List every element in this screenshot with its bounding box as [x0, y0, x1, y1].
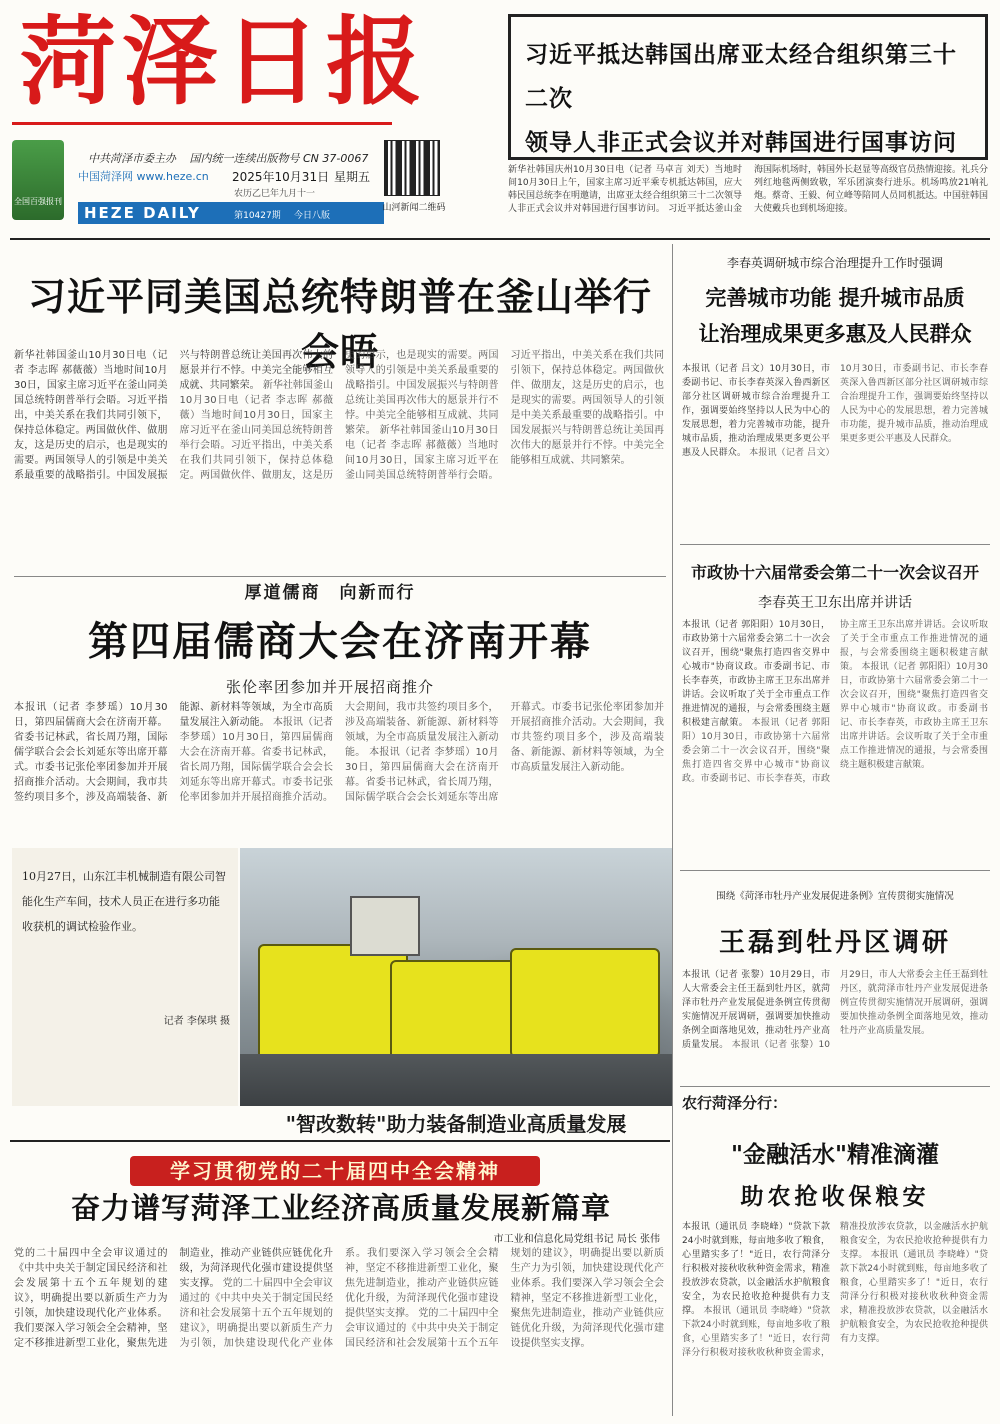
story-industrial-text-cont2: 党的二十届四中全会审议通过的《中共中央关于制定国民经济和社会发展第十五个五年规划的建议》，明确提出要以新质生产力为引领，加快建设现代化产业体系。我们要深入学习领会全会精神，坚定不移推进新型工业化，聚焦先进制造业，推动产业链供应链优化升级，为菏泽现代化强市建设提供坚实支撑。 — [345, 1248, 664, 1349]
story-cppcc — [682, 618, 988, 864]
story-wang-lei-text: 本报讯（记者 张黎）10月29日，市人大常委会主任王磊到牡丹区，就菏泽市牡丹产业发展促进条例宣传贯彻实施情况开展调研，强调要加快推动条例全面落地见效，推动牡丹产业高质量发展。 — [682, 970, 830, 1050]
headline-financial-water[interactable]: "金融活水"精准滴灌 — [731, 1142, 939, 1168]
headline-governance-results[interactable]: 让治理成果更多惠及人民群众 — [698, 322, 972, 346]
story-abc-heze — [682, 1220, 988, 1416]
lead-headline-line1: 习近平抵达韩国出席亚太经合组织第三十二次 — [525, 42, 957, 112]
issue-number: 第10427期 — [234, 211, 281, 221]
headline-xi-trump-meeting[interactable]: 习近平同美国总统特朗普在釜山举行会晤 — [27, 275, 652, 374]
lead-dateline-text: 新华社韩国庆州10月30日电（记者 马卓言 刘天）当地时间10月30日上午，国家主席习近平乘专机抵达韩国，应大韩民国总统李在明邀请，出席亚太经合组织第三十二次领导人非正式会议并对韩国进行国事访问。 — [508, 165, 743, 214]
story-rushang-text-cont: 本报讯（记者 李梦瑶）10月30日，第四届儒商大会在济南开幕。省委书记林武，省长周乃翔，国际儒学联合会会长刘延东等出席开幕式。市委书记张伦率团参加并开展招商推介活动。大会期间，我市共签约项目多个，涉及高端装备、新能源、新材料等领域，为全市高质量发展注入新动能。 — [179, 702, 499, 803]
harvester-1 — [258, 944, 408, 1064]
qr-code[interactable] — [384, 140, 440, 196]
story-xi-trump-text-cont2: 新华社韩国釜山10月30日电（记者 李志晖 郝薇薇）当地时间10月30日，国家主席习近平在釜山同美国总统特朗普举行会晤。习近平指出，中美关系在我们共同引领下，保持总体稳定。两国做伙伴、做朋友，这是历史的启示，也是现实的需要。两国领导人的引领是中美关系最重要的战略指引。中国发展振兴与特朗普总统让美国再次伟大的愿景并行不悖。中美完全能够相互成就、共同繁荣。 — [345, 350, 664, 481]
english-name-bar — [78, 202, 384, 224]
organ-line — [88, 150, 368, 166]
lead-dateline — [508, 164, 988, 220]
photo-caption-box — [12, 848, 238, 1106]
story-xi-trump-text: 新华社韩国釜山10月30日电（记者 李志晖 郝薇薇）当地时间10月30日，国家主席习近平在釜山同美国总统特朗普举行会晤。习近平指出，中美关系在我们共同引领下，保持总体稳定。两国做伙伴、做朋友，这是历史的启示，也是现实的需要。两国领导人的引领是中美关系最重要的战略指引。中国发展振兴与特朗普总统让美国再次伟大的愿景并行不悖。中美完全能够相互成就、共同繁荣。 — [14, 350, 333, 481]
headline-wang-lei[interactable]: 王磊到牡丹区调研 — [718, 928, 951, 958]
story-xi-trump — [14, 348, 664, 574]
masthead-divider — [10, 238, 990, 240]
divider-r3 — [680, 1086, 990, 1087]
newspaper-badge — [12, 140, 64, 220]
story-rushang-text: 本报讯（记者 李梦瑶）10月30日，第四届儒商大会在济南开幕。省委书记林武，省长周乃翔，国际儒学联合会会长刘延东等出席开幕式。市委书记张伦率团参加并开展招商推介活动。大会期间，我市共签约项目多个，涉及高端装备、新能源、新材料等领域，为全市高质量发展注入新动能。 — [14, 702, 333, 803]
story-city-governance-text: 本报讯（记者 吕文）10月30日，市委副书记、市长李春英深入鲁西新区部分社区调研城市综合治理提升工作，强调要始终坚持以人民为中心的发展思想，着力完善城市功能，提升城市品质，推动治理成果更多更公平惠及人民群众。 — [682, 364, 830, 458]
story-rushang-text-cont2: 本报讯（记者 李梦瑶）10月30日，第四届儒商大会在济南开幕。省委书记林武，省长周乃翔，国际儒学联合会会长刘延东等出席开幕式。市委书记张伦率团参加并开展招商推介活动。大会期间，我市共签约项目多个，涉及高端装备、新能源、新材料等领域，为全市高质量发展注入新动能。 — [345, 702, 664, 803]
subhead-cppcc: 李春英王卫东出席并讲话 — [758, 595, 912, 611]
website[interactable]: 中国菏泽网 www.heze.cn — [78, 170, 209, 183]
story-cppcc-text: 本报讯（记者 郭阳阳）10月30日，市政协第十六届常委会第二十一次会议召开，围绕"聚焦打造四省交界中心城市"协商议政。市委副书记、市长李春英，市政协主席王卫东出席并讲话。会议听取了关于全市重点工作推进情况的通报，与会常委围绕主题积极建言献策。 — [682, 620, 830, 728]
qr-caption: 山河新闻二维码 — [382, 203, 446, 213]
story-cppcc-cont2: 本报讯（记者 郭阳阳）10月30日，市政协第十六届常委会第二十一次会议召开，围绕"聚焦打造四省交界中心城市"协商议政。市委副书记、市长李春英，市政协主席王卫东出席并讲话。会议听取了关于全市重点工作推进情况的通报，与会常委围绕主题积极建言献策。 — [840, 662, 988, 770]
story-industrial — [14, 1246, 664, 1416]
photo-credit: 记者 李保琪 摄 — [163, 1016, 230, 1027]
lunar-date: 农历乙巳年九月十一 — [234, 189, 316, 199]
issue-date: 2025年10月31日 — [232, 170, 330, 184]
headline-industrial-economy[interactable]: 奋力谱写菏泽工业经济高质量发展新篇章 — [70, 1191, 611, 1225]
story-industrial-text-cont: 党的二十届四中全会审议通过的《中共中央关于制定国民经济和社会发展第十五个五年规划的建议》，明确提出要以新质生产力为引领，加快建设现代化产业体系。我们要深入学习领会全会精神，坚定不移推进新型工业化，聚焦先进制造业，推动产业链供应链优化升级，为菏泽现代化强市建设提供坚实支撑。 — [179, 1248, 499, 1349]
photo-caption: 10月27日，山东江丰机械制造有限公司智能化生产车间，技术人员正在进行多功能收获机的调试检验作业。 — [22, 870, 226, 933]
story-rushang — [14, 700, 664, 840]
subhead-rushang: 张伦率团参加并开展招商推介 — [225, 678, 434, 696]
story-city-governance — [682, 362, 988, 540]
story-industrial-text: 党的二十届四中全会审议通过的《中共中央关于制定国民经济和社会发展第十五个五年规划的建议》，明确提出要以新质生产力为引领，加快建设现代化产业体系。我们要深入学习领会全会精神，坚定不移推进新型工业化，聚焦先进制造业，推动产业链供应链优化升级，为菏泽现代化强市建设提供坚实支撑。 — [14, 1248, 333, 1349]
kicker-rushang: 厚道儒商 向新而行 — [244, 583, 416, 603]
divider-2 — [10, 1140, 670, 1142]
story-xi-trump-text-cont: 新华社韩国釜山10月30日电（记者 李志晖 郝薇薇）当地时间10月30日，国家主席习近平在釜山同美国总统特朗普举行会晤。习近平指出，中美关系在我们共同引领下，保持总体稳定。两国做伙伴、做朋友，这是历史的启示，也是现实的需要。两国领导人的引领是中美关系最重要的战略指引。中国发展振兴与特朗普总统让美国再次伟大的愿景并行不悖。中美完全能够相互成就、共同繁荣。 — [179, 350, 499, 481]
story-city-governance-cont: 本报讯（记者 吕文）10月30日，市委副书记、市长李春英深入鲁西新区部分社区调研城市综合治理提升工作，强调要始终坚持以人民为中心的发展思想，着力完善城市功能，提升城市品质，推动治理成果更多更公平惠及人民群众。 — [749, 364, 988, 458]
story-abc-heze-cont: 本报讯（通讯员 李晓峰）"贷款下款24小时就到账，每亩地多收了粮食，心里踏实多了！"近日，农行菏泽分行积极对接秋收秋种资金需求，精准投放涉农贷款，以金融活水护航粮食安全，为农民抢收抢种提供有力支撑。 — [682, 1222, 988, 1358]
column-divider — [672, 244, 673, 1416]
divider-r1 — [680, 544, 990, 545]
masthead-info — [12, 122, 392, 240]
harvester-cab — [350, 896, 420, 956]
harvester-3 — [510, 948, 660, 1058]
kicker-city-governance: 李春英调研城市综合治理提升工作时强调 — [726, 256, 943, 270]
kicker-abc-heze: 农行菏泽分行： — [682, 1094, 788, 1112]
ribbon-plenum: 学习贯彻党的二十届四中全会精神 — [130, 1156, 540, 1186]
divider-1 — [14, 576, 666, 577]
badge-text: 全国百强报刊 — [14, 197, 62, 206]
story-abc-heze-text: 本报讯（通讯员 李晓峰）"贷款下款24小时就到账，每亩地多收了粮食，心里踏实多了！"近日，农行菏泽分行积极对接秋收秋种资金需求，精准投放涉农贷款，以金融活水护航粮食安全，为农民抢收抢种提供有力支撑。 — [682, 1222, 830, 1316]
headline-city-function[interactable]: 完善城市功能 提升城市品质 — [705, 286, 965, 310]
factory-photo[interactable] — [240, 848, 672, 1106]
headline-rushang-conference[interactable]: 第四届儒商大会在济南开幕 — [88, 619, 592, 665]
lead-dateline-text-2: 习近平抵达釜山金海国际机场时，韩国外长赵显等高级官员热情迎接。礼兵分列红地毯两侧致敬，军乐团演奏行进乐。机场鸣放21响礼炮。蔡奇、王毅、何立峰等陪同人员同机抵达。中国驻韩国大使戴兵也到机场迎接。 — [668, 165, 988, 214]
kicker-peony-regulation: 围绕《菏泽市牡丹产业发展促进条例》宣传贯彻实施情况 — [716, 891, 954, 902]
lead-story-box[interactable] — [508, 14, 988, 160]
story-abc-heze-cont2: 本报讯（通讯员 李晓峰）"贷款下款24小时就到账，每亩地多收了粮食，心里踏实多了！"近日，农行菏泽分行积极对接秋收秋种资金需求，精准投放涉农贷款，以金融活水护航粮食安全，为农民抢收抢种提供有力支撑。 — [840, 1250, 988, 1344]
divider-r2 — [680, 870, 990, 871]
masthead-logo: 菏泽日报 — [20, 5, 428, 118]
red-rule — [12, 122, 392, 125]
photo-title: "智改数转"助力装备制造业高质量发展 — [285, 1112, 627, 1136]
harvester-2 — [390, 960, 530, 1060]
page-count: 今日八版 — [293, 211, 330, 221]
headline-harvest-support[interactable]: 助农抢收保粮安 — [740, 1184, 930, 1210]
english-name: HEZE DAILY — [84, 204, 201, 222]
story-wang-lei — [682, 968, 988, 1078]
lead-headline-line2: 领导人非正式会议并对韩国进行国事访问 — [525, 130, 957, 156]
cn-number: 国内统一连续出版物号 CN 37-0067 — [189, 152, 369, 165]
organ: 中共菏泽市委主办 — [88, 152, 176, 165]
byline-industrial: 市工业和信息化局党组书记 局长 张伟 — [493, 1234, 660, 1245]
story-cppcc-cont: 本报讯（记者 郭阳阳）10月30日，市政协第十六届常委会第二十一次会议召开，围绕"聚焦打造四省交界中心城市"协商议政。市委副书记、市长李春英，市政协主席王卫东出席并讲话。会议听取了关于全市重点工作推进情况的通报，与会常委围绕主题积极建言献策。 — [682, 620, 988, 784]
weekday: 星期五 — [334, 170, 371, 184]
factory-floor — [240, 1054, 672, 1106]
headline-cppcc-meeting[interactable]: 市政协十六届常委会第二十一次会议召开 — [690, 563, 979, 582]
story-wang-lei-cont: 本报讯（记者 张黎）10月29日，市人大常委会主任王磊到牡丹区，就菏泽市牡丹产业发展促进条例宣传贯彻实施情况开展调研，强调要加快推动条例全面落地见效，推动牡丹产业高质量发展。 — [731, 970, 988, 1050]
